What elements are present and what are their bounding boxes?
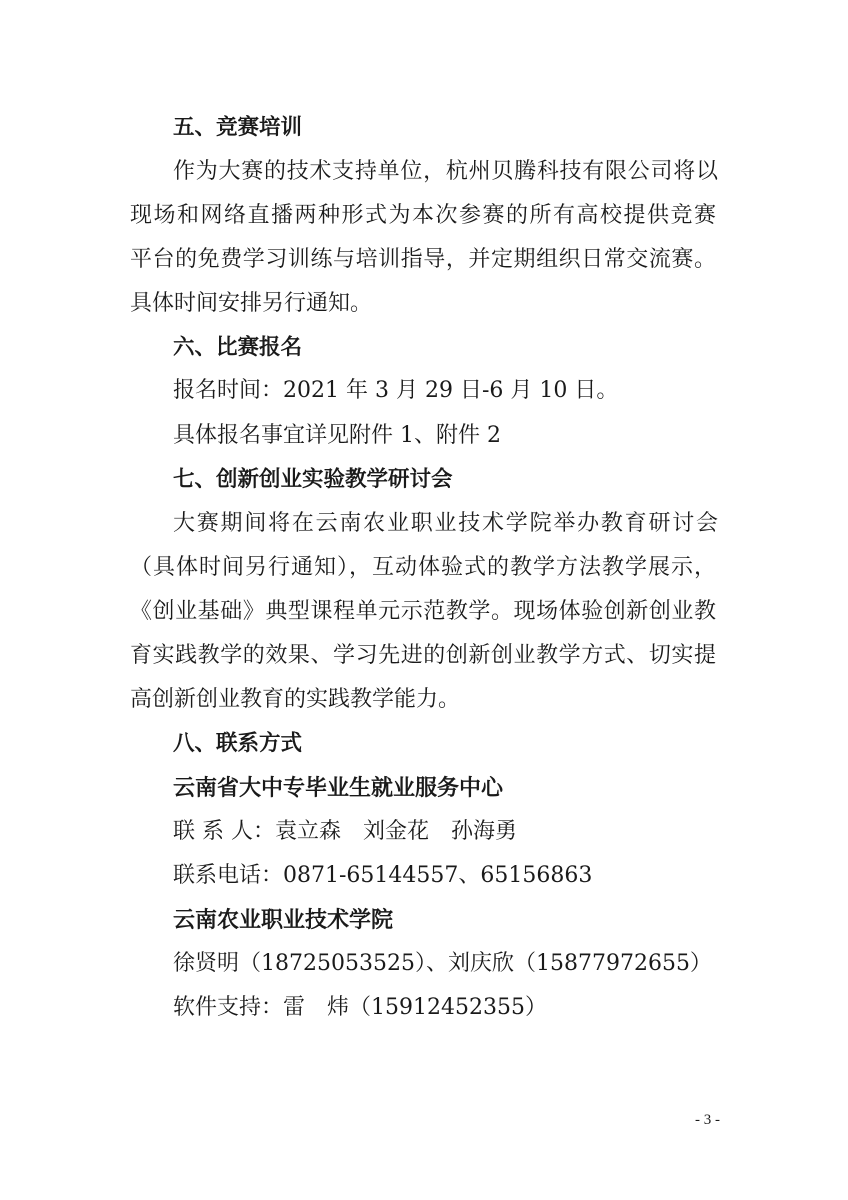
paragraph-line: 《创业基础》典型课程单元示范教学。现场体验创新创业教 xyxy=(130,599,716,624)
paragraph-line: 平台的免费学习训练与培训指导，并定期组织日常交流赛。 xyxy=(130,247,716,272)
registration-details: 具体报名事宜详见附件 1、附件 2 xyxy=(173,423,501,448)
paragraph-line: 大赛期间将在云南农业职业技术学院举办教育研讨会 xyxy=(173,511,718,536)
paragraph-line: 育实践教学的效果、学习先进的创新创业教学方式、切实提 xyxy=(130,643,716,668)
contact-people: 徐贤明（18725053525）、刘庆欣（15877972655） xyxy=(173,951,712,976)
paragraph-line: 具体时间安排另行通知。 xyxy=(130,291,373,316)
section-heading-contact: 八、联系方式 xyxy=(173,731,303,756)
paragraph-line: （具体时间另行通知），互动体验式的教学方法教学展示， xyxy=(130,555,716,580)
page-number: - 3 - xyxy=(695,1112,720,1128)
contact-org-agricultural-college: 云南农业职业技术学院 xyxy=(173,907,394,933)
section-heading-registration: 六、比赛报名 xyxy=(173,335,303,360)
section-heading-seminar: 七、创新创业实验教学研讨会 xyxy=(173,467,453,492)
software-support: 软件支持：雷 炜（15912452355） xyxy=(173,995,547,1020)
paragraph-line: 作为大赛的技术支持单位，杭州贝腾科技有限公司将以 xyxy=(173,159,718,184)
section-heading-training: 五、竞赛培训 xyxy=(173,115,303,140)
contact-phone: 联系电话：0871-65144557、65156863 xyxy=(173,863,593,888)
contact-org-employment-center: 云南省大中专毕业生就业服务中心 xyxy=(173,775,504,801)
paragraph-line: 现场和网络直播两种形式为本次参赛的所有高校提供竞赛 xyxy=(130,203,716,228)
paragraph-line: 高创新创业教育的实践教学能力。 xyxy=(130,687,461,712)
registration-time: 报名时间：2021 年 3 月 29 日-6 月 10 日。 xyxy=(173,378,619,403)
contact-people: 联 系 人：袁立森 刘金花 孙海勇 xyxy=(173,819,517,844)
